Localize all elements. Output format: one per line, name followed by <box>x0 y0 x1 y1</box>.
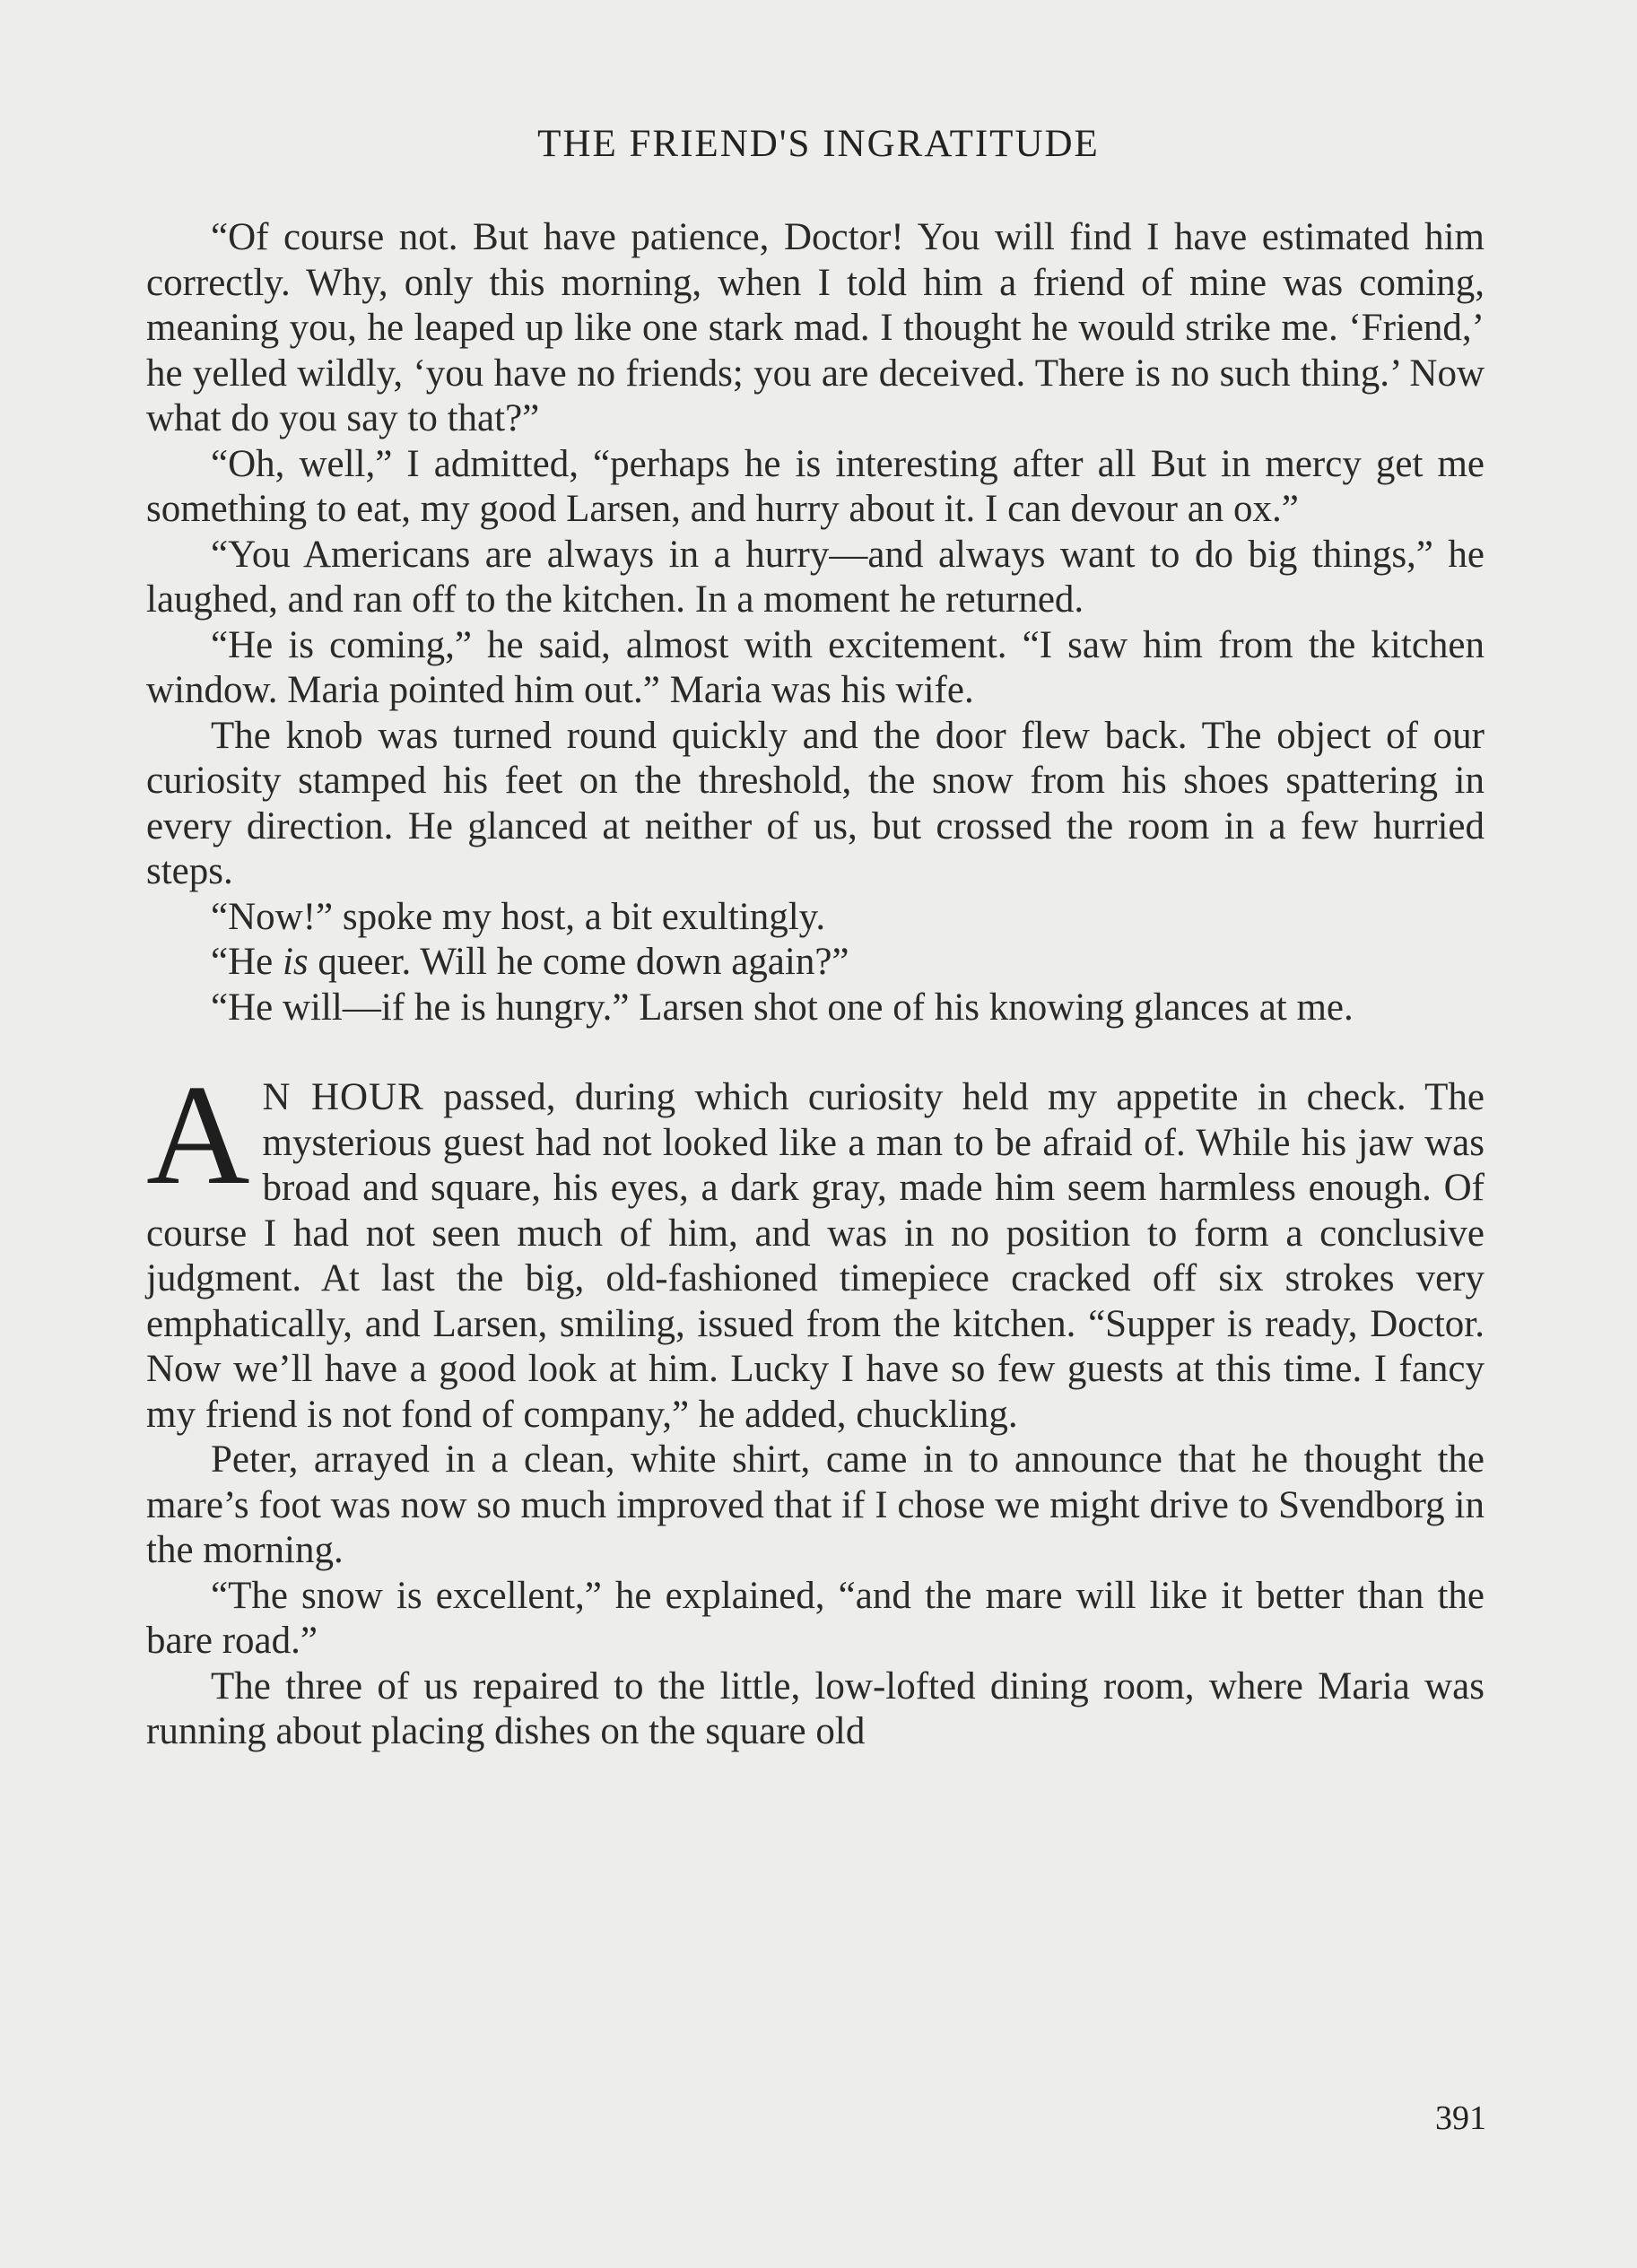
text-run: passed, during which curiosity held my appetite in check. The mysterious guest had not looked like a man to be afraid of. While his jaw was broad and square, his eyes, a dark gray, made him seem harmless enough. Of course I had not seen much of him, and was in no position to form a conclusive judgment. At last the big, old-fashioned timepiece cracked off six strokes very emphatically, and Larsen, smiling, issued from the kitchen. “Supper is ready, Doctor. Now we’ll have a good look at him. Lucky I have so few guests at this time. I fancy my friend is not fond of company,” he added, chuckling. <box>146 1076 1485 1436</box>
paragraph: “He is coming,” he said, almost with excitement. “I saw him from the kitchen window. Maria pointed him out.” Maria was his wife. <box>146 623 1485 711</box>
paragraph: “The snow is excellent,” he explained, “and the mare will like it better than the bare road.” <box>146 1574 1485 1662</box>
section-break <box>146 1030 1485 1075</box>
paragraph: The knob was turned round quickly and the door flew back. The object of our curiosity stamped his feet on the threshold, the snow from his shoes spattering in every direction. He glanced at neither of us, but crossed the room in a few hurried steps. <box>146 714 1485 892</box>
italic-text: is <box>282 941 309 983</box>
text-run: “He <box>211 941 283 983</box>
running-head: THE FRIEND'S INGRATITUDE <box>537 123 1100 165</box>
drop-cap: A <box>146 1055 250 1214</box>
opening-paragraph <box>146 1055 1485 1438</box>
body-text <box>146 215 1485 1755</box>
paragraph: “Oh, well,” I admitted, “perhaps he is interesting after all But in mercy get me something to eat, my good Larsen, and hurry about it. I can devour an ox.” <box>146 442 1485 530</box>
paragraph <box>146 940 1485 986</box>
paragraph: “Of course not. But have patience, Doctor! You will find I have estimated him correctly. Why, only this morning, when I told him a friend of mine was coming, meaning you, he leaped up like one stark mad. I thought he would strike me. ‘Friend,’ he yelled wildly, ‘you have no friends; you are deceived. There is no such thing.’ Now what do you say to that?” <box>146 216 1485 439</box>
paragraph: “You Americans are always in a hurry—and always want to do big things,” he laughed, and ran off to the kitchen. In a moment he returned. <box>146 533 1485 621</box>
section-opening <box>146 1055 1485 1438</box>
paragraph: Peter, arrayed in a clean, white shirt, came in to announce that he thought the mare’s foot was now so much improved that if I chose we might drive to Svendborg in the morning. <box>146 1438 1485 1571</box>
page-number: 391 <box>1435 2099 1486 2137</box>
text-run: queer. Will he come down again?” <box>308 941 849 983</box>
small-caps-lead: N HOUR <box>262 1076 424 1118</box>
paragraph: The three of us repaired to the little, low-lofted dining room, where Maria was running about placing dishes on the square old <box>146 1664 1485 1752</box>
paragraph: “Now!” spoke my host, a bit exultingly. <box>211 895 826 938</box>
paragraph: “He will—if he is hungry.” Larsen shot one of his knowing glances at me. <box>211 986 1354 1029</box>
